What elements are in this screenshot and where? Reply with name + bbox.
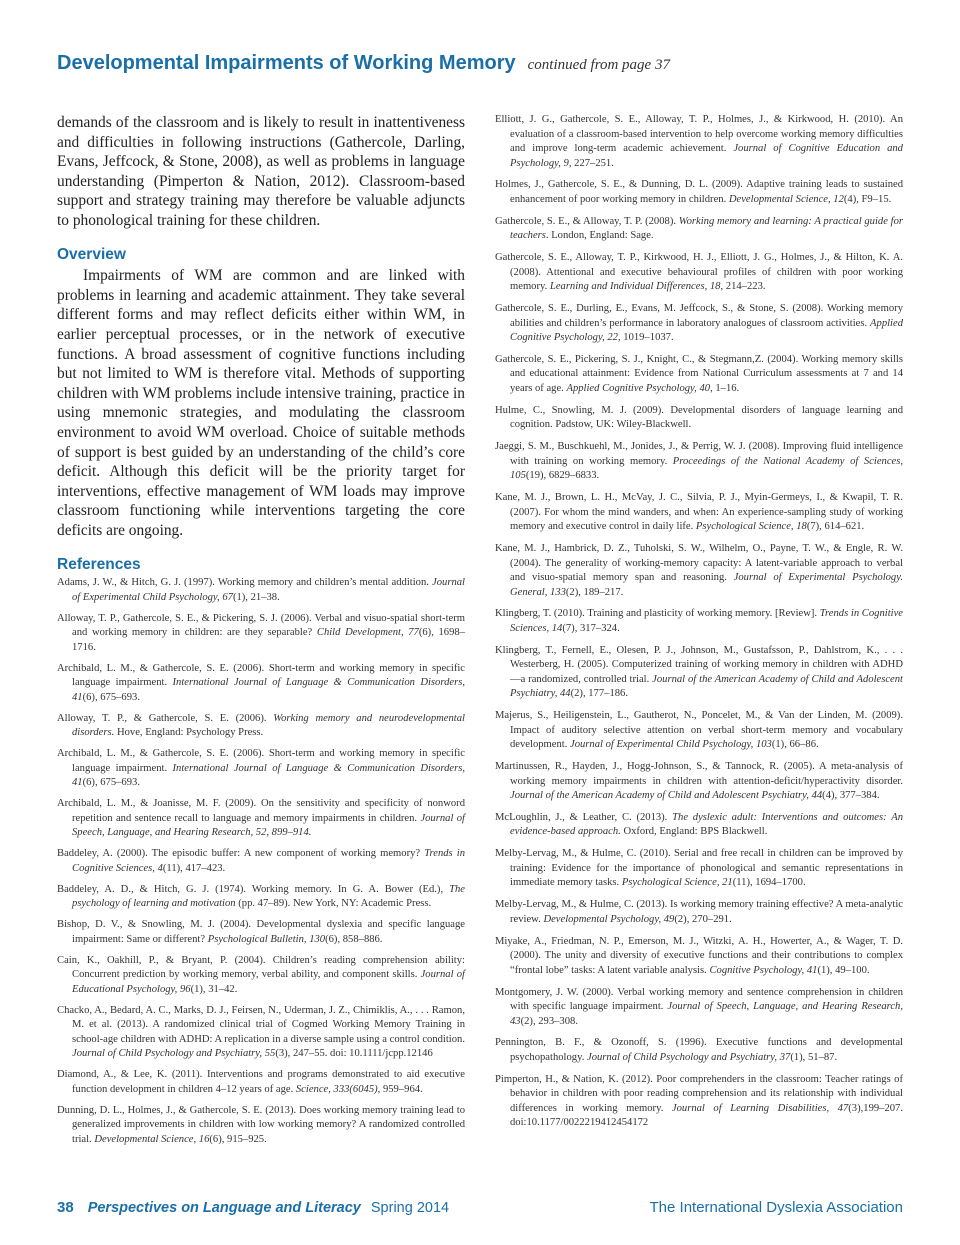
reference-entry [495, 440, 903, 484]
reference-entry [57, 712, 465, 741]
reference-source: The psychology of learning and motivation [72, 883, 465, 910]
reference-tail: , 1–16. [710, 382, 740, 394]
reference-text: Pennington, B. F., & Ozonoff, S. (1996). Executive functions and developmental psychopathology. [495, 1037, 903, 1063]
reference-text: Bishop, D. V., & Snowling, M. J. (2004). Developmental dyslexia and specific language impairment: Same or different? [57, 919, 465, 945]
reference-entry [495, 644, 903, 702]
reference-tail: (3),199–207. doi:10.1177/0022219412454172 [510, 1102, 903, 1129]
reference-tail: (19), 6829–6833. [525, 470, 600, 482]
reference-tail: , 227–251. [568, 157, 614, 169]
reference-entry [57, 662, 465, 706]
reference-text: Kane, M. J., Brown, L. H., McVay, J. C., Silvia, P. J., Myin-Germeys, I., & Kwapil, T. R. (2007). For whom the mind wanders, and when: An experience-sampling study of working memory and executive control in daily life. [495, 492, 903, 533]
reference-entry [57, 918, 465, 947]
reference-tail: (4), F9–15. [843, 193, 892, 205]
reference-text: Melby-Lervag, M., & Hulme, C. (2013). Is working memory training effective? A meta-analytic review. [495, 899, 903, 925]
reference-text: Gathercole, S. E., Pickering, S. J., Knight, C., & Stegmann,Z. (2004). Working memory skills and educational attainment: Evidence from National Curriculum assessments at 7 and 14 years of age. [495, 353, 903, 394]
reference-tail: (2), 293–308. [520, 1015, 578, 1027]
reference-source: Journal of Cognitive Education and Psychology, 9 [510, 143, 903, 169]
reference-source: The dyslexic adult: Interventions and outcomes: An evidence-based approach. [510, 811, 904, 838]
reference-text: Alloway, T. P., Gathercole, S. E., & Pickering, S. J. (2006). Verbal and visuo-spatial short-term and working memory in children: are they separable? [57, 612, 465, 639]
reference-tail: Oxford, England: BPS Blackwell. [620, 826, 768, 838]
reference-entry [495, 404, 903, 433]
body-text [57, 113, 465, 540]
reference-entry [495, 935, 903, 979]
reference-tail: (2), 270–291. [674, 913, 732, 925]
reference-source: Psychological Bulletin, 130 [207, 933, 326, 945]
reference-text: Gathercole, S. E., Alloway, T. P., Kirkwood, H. J., Elliott, J. G., Holmes, J., & Hilton, K. A. (2008). Attentional and executive behavioural profiles of children with poor working memory. [495, 252, 903, 293]
reference-text: Montgomery, J. W. (2000). Verbal working memory and sentence comprehension in children with specific language impairment. [495, 986, 903, 1013]
reference-entry [495, 491, 903, 535]
reference-text: Archibald, L. M., & Joanisse, M. F. (2009). On the sensitivity and specificity of nonword repetition and sentence recall to language and memory impairments in children. [57, 798, 465, 824]
reference-entry [495, 1036, 903, 1065]
reference-entry [495, 251, 903, 295]
reference-entry [495, 542, 903, 600]
reference-source: International Journal of Language & Communication Disorders, 41 [72, 762, 465, 789]
reference-entry [495, 709, 903, 753]
reference-source: Developmental Science, 16 [94, 1133, 210, 1145]
reference-tail: (7), 614–621. [806, 521, 865, 533]
association-name: The International Dyslexia Association [649, 1199, 903, 1216]
reference-text: Majerus, S., Heiligenstein, L., Gautherot, N., Poncelet, M., & Van der Linden, M. (2009). Impact of auditory selective attention on verbal short-term memory and vocabulary development. [495, 710, 903, 751]
reference-tail: (11), 1694–1700. [732, 877, 806, 889]
references-heading: References [57, 556, 141, 574]
reference-source: Journal of Speech, Language, and Hearing Research, 52, 899–914. [72, 812, 465, 839]
reference-entry [495, 847, 903, 891]
reference-source: Journal of Experimental Child Psychology, 103 [570, 739, 772, 751]
reference-source: Journal of Educational Psychology, 96 [72, 969, 465, 995]
reference-source: Journal of Experimental Psychology. General, 133 [510, 572, 903, 598]
references-list-right [495, 113, 903, 1131]
reference-source: Journal of Learning Disabilities, 47 [671, 1102, 849, 1114]
journal-name: Perspectives on Language and Literacy [87, 1200, 361, 1216]
reference-tail: , 214–223. [720, 281, 766, 293]
reference-tail: (6), 675–693. [82, 691, 140, 703]
issue-date: Spring 2014 [370, 1200, 450, 1216]
reference-source: Psychological Science, 21 [621, 877, 733, 889]
reference-text: Elliott, J. G., Gathercole, S. E., Alloway, T. P., Holmes, J., & Kirkwood, H. (2010). An evaluation of a classroom-based intervention to help overcome working memory difficulties and improve long-term academic achievement. [495, 114, 903, 154]
reference-text: Cain, K., Oakhill, P., & Bryant, P. (2004). Children’s reading comprehension ability: Concurrent prediction by working memory, verbal ability, and component skills. [57, 954, 465, 981]
right-column [495, 113, 903, 1138]
reference-entry [57, 576, 465, 605]
reference-text: Baddeley, A. D., & Hitch, G. J. (1974). Working memory. In G. A. Bower (Ed.), [57, 883, 450, 895]
reference-source: Child Development, 77 [316, 627, 419, 639]
left-column [57, 113, 465, 1154]
reference-entry [495, 178, 903, 207]
reference-source: Journal of the American Academy of Child and Adolescent Psychiatry, 44 [510, 790, 823, 802]
reference-entry [57, 747, 465, 791]
reference-tail: Hove, England: Psychology Press. [114, 727, 264, 739]
reference-text: Melby-Lervag, M., & Hulme, C. (2010). Serial and free recall in children can be improved by training: Evidence for the importance of phonological and semantic representations in immediate memory tasks. [495, 848, 903, 889]
reference-entry [495, 760, 903, 804]
reference-entry [57, 797, 465, 841]
reference-source: Working memory and neurodevelopmental disorders. [72, 712, 465, 739]
reference-source: Journal of Child Psychology and Psychiatry, 37 [587, 1051, 791, 1063]
reference-tail: (6), 858–886. [325, 933, 383, 945]
reference-source: Applied Cognitive Psychology, 40 [566, 382, 711, 394]
reference-tail: (4), 377–384. [822, 790, 880, 802]
reference-source: Working memory and learning: A practical guide for teachers [510, 215, 903, 242]
reference-source: Science, 333(6045) [295, 1083, 378, 1095]
reference-tail: (3), 247–55. doi: 10.1111/jcpp.12146 [275, 1048, 433, 1060]
reference-text: McLoughlin, J., & Leather, C. (2013). [495, 811, 673, 823]
reference-tail: (1), 31–42. [190, 983, 238, 995]
reference-tail: (2), 177–186. [570, 688, 628, 700]
reference-tail: (1), 49–100. [817, 964, 870, 976]
reference-source: Journal of Child Psychology and Psychiatry, 55 [72, 1048, 276, 1060]
page-number: 38 [57, 1199, 74, 1216]
reference-tail: (7), 317–324. [562, 622, 620, 634]
reference-entry [495, 1073, 903, 1131]
reference-text: Archibald, L. M., & Gathercole, S. E. (2006). Short-term and working memory in specific language impairment. [57, 748, 465, 774]
reference-tail: (11), 417–423. [162, 862, 226, 874]
reference-entry [495, 811, 903, 840]
reference-text: Adams, J. W., & Hitch, G. J. (1997). Working memory and children’s mental addition. [57, 577, 433, 589]
reference-entry [495, 215, 903, 244]
reference-source: Journal of the American Academy of Child and Adolescent Psychiatry, 44 [510, 673, 903, 700]
overview-heading: Overview [57, 245, 126, 263]
reference-entry [57, 883, 465, 912]
reference-entry [57, 847, 465, 876]
intro-paragraph: demands of the classroom and is likely to result in inattentiveness and difficulties in following instructions (Gathercole, Darling, Evans, Jeffcock, & Stone, 2008), as well as problems in language understanding (Pimperton & Nation, 2012). Classroom-based support and strategy training may therefore be valuable adjuncts to phonological training for these children. [57, 114, 465, 229]
reference-text: Dunning, D. L., Holmes, J., & Gathercole, S. E. (2013). Does working memory training lead to generalized improvements in children with low working memory? A randomized controlled trial. [57, 1104, 465, 1145]
reference-tail: (6), 915–925. [209, 1133, 267, 1145]
reference-entry [57, 612, 465, 656]
reference-entry [57, 954, 465, 998]
reference-text: Archibald, L. M., & Gathercole, S. E. (2006). Short-term and working memory in specific language impairment. [57, 662, 465, 689]
reference-text: Jaeggi, S. M., Buschkuehl, M., Jonides, J., & Perrig, W. J. (2008). Improving fluid intelligence with training on working memory. [495, 441, 903, 467]
reference-entry [495, 607, 903, 636]
page-footer [57, 1199, 903, 1221]
reference-text: Martinussen, R., Hayden, J., Hogg-Johnson, S., & Tannock, R. (2005). A meta-analysis of working memory impairments in children with attention-deficit/hyperactivity disorder. [495, 761, 903, 787]
reference-tail: (2), 189–217. [565, 586, 624, 598]
reference-text: Diamond, A., & Lee, K. (2011). Interventions and programs demonstrated to aid executive function development in children 4–12 years of age. [57, 1069, 465, 1095]
reference-entry [57, 1068, 465, 1097]
reference-tail: . London, England: Sage. [545, 230, 654, 242]
reference-entry [495, 986, 903, 1030]
reference-text: Pimperton, H., & Nation, K. (2012). Poor comprehenders in the classroom: Teacher ratings of behavior in children with poor reading comprehension and its relationship with individual differences in working memory. [495, 1073, 903, 1114]
reference-tail: (pp. 47–89). New York, NY: Academic Press. [235, 898, 432, 910]
reference-tail: , 959–964. [377, 1083, 423, 1095]
reference-source: Trends in Cognitive Sciences, 14 [510, 608, 903, 634]
reference-tail: , 1019–1037. [617, 332, 674, 344]
reference-entry [495, 302, 903, 346]
article-title: Developmental Impairments of Working Memory [57, 52, 516, 74]
reference-tail: (1), 51–87. [790, 1051, 838, 1063]
reference-source: Journal of Experimental Child Psychology, 67 [72, 577, 465, 603]
reference-entry [495, 353, 903, 397]
reference-tail: (1), 21–38. [232, 591, 280, 603]
reference-text: Gathercole, S. E., & Alloway, T. P. (2008). [495, 215, 679, 227]
reference-text: Baddeley, A. (2000). The episodic buffer: A new component of working memory? [57, 848, 425, 860]
reference-text: Miyake, A., Friedman, N. P., Emerson, M. J., Witzki, A. H., Howerter, A., & Wager, T. D. (2000). The unity and diversity of executive functions and their contributions to complex “frontal lobe” tasks: A latent variable analysis. [495, 935, 903, 976]
reference-source: Journal of Speech, Language, and Hearing Research, 43 [510, 1001, 903, 1027]
reference-source: Learning and Individual Differences, 18 [549, 281, 721, 293]
references-list-left [57, 576, 465, 1147]
reference-source: Trends in Cognitive Sciences, 4 [72, 848, 465, 874]
reference-source: Applied Cognitive Psychology, 22 [510, 317, 903, 344]
reference-source: Psychological Science, 18 [695, 521, 807, 533]
reference-text: Alloway, T. P., & Gathercole, S. E. (2006). [57, 712, 274, 724]
reference-text: Chacko, A., Bedard, A. C., Marks, D. J., Feirsen, N., Uderman, J. Z., Chimiklis, A., . . . Ramon, M. et al. (2013). A randomized clinical trial of Cogmed Working Memory Training in school-age children with ADHD: A replication in a diverse sample using a control condition. [57, 1004, 465, 1045]
reference-text: Gathercole, S. E., Durling, E., Evans, M. Jeffcock, S., & Stone, S. (2008). Working memory abilities and children’s performance in laboratory analogues of classroom activities. [495, 303, 903, 329]
reference-source: Proceedings of the National Academy of Sciences, 105 [510, 455, 903, 482]
reference-source: Cognitive Psychology, 41 [709, 964, 818, 976]
reference-text: Klingberg, T. (2010). Training and plasticity of working memory. [Review]. [495, 608, 820, 620]
reference-tail: (6), 1698–1716. [72, 627, 465, 653]
reference-text: Klingberg, T., Fernell, E., Olesen, P. J., Johnson, M., Gustafsson, P., Dahlstrom, K., . . . Westerberg, H. (2005). Computerized training of working memory in children with ADHD—a randomized, controlled trial. [495, 644, 903, 685]
continued-note: continued from page 37 [527, 57, 670, 73]
reference-source: Developmental Science, 12 [728, 193, 844, 205]
overview-paragraph: Impairments of WM are common and are linked with problems in learning and academic attainment. They take several different forms and may reflect deficits either within WM, in earlier perceptual processes, or in the network of executive functions. A broad assessment of cognitive functions including but not limited to WM is therefore vital. Methods of supporting children with WM problems include intensive training, practice in using mnemonic strategies, and modulating the classroom environment to avoid WM overload. Choice of suitable methods of support is best guided by an understanding of the child’s core deficit. Although this deficit will be the priority target for interventions, effective management of WM loads may improve classroom functioning while interventions targeting the core deficits are ongoing. [57, 267, 465, 539]
reference-tail: (1), 66–86. [771, 739, 819, 751]
running-header [57, 52, 917, 75]
reference-entry [57, 1104, 465, 1148]
reference-tail: (6), 675–693. [82, 777, 140, 789]
reference-entry [57, 1004, 465, 1062]
reference-source: Developmental Psychology, 49 [543, 913, 675, 925]
reference-text: Kane, M. J., Hambrick, D. Z., Tuholski, S. W., Wilhelm, O., Payne, T. W., & Engle, R. W. (2004). The generality of working-memory capacity: A latent-variable approach to verbal and visuo-spatial memory span and reasoning. [495, 543, 903, 584]
reference-text: Holmes, J., Gathercole, S. E., & Dunning, D. L. (2009). Adaptive training leads to sustained enhancement of poor working memory in children. [495, 179, 903, 205]
reference-text: Hulme, C., Snowling, M. J. (2009). Developmental disorders of language learning and cognition. Padstow, UK: Wiley-Blackwell. [495, 404, 903, 431]
reference-source: International Journal of Language & Communication Disorders, 41 [72, 677, 465, 703]
reference-entry [495, 113, 903, 171]
reference-entry [495, 898, 903, 927]
